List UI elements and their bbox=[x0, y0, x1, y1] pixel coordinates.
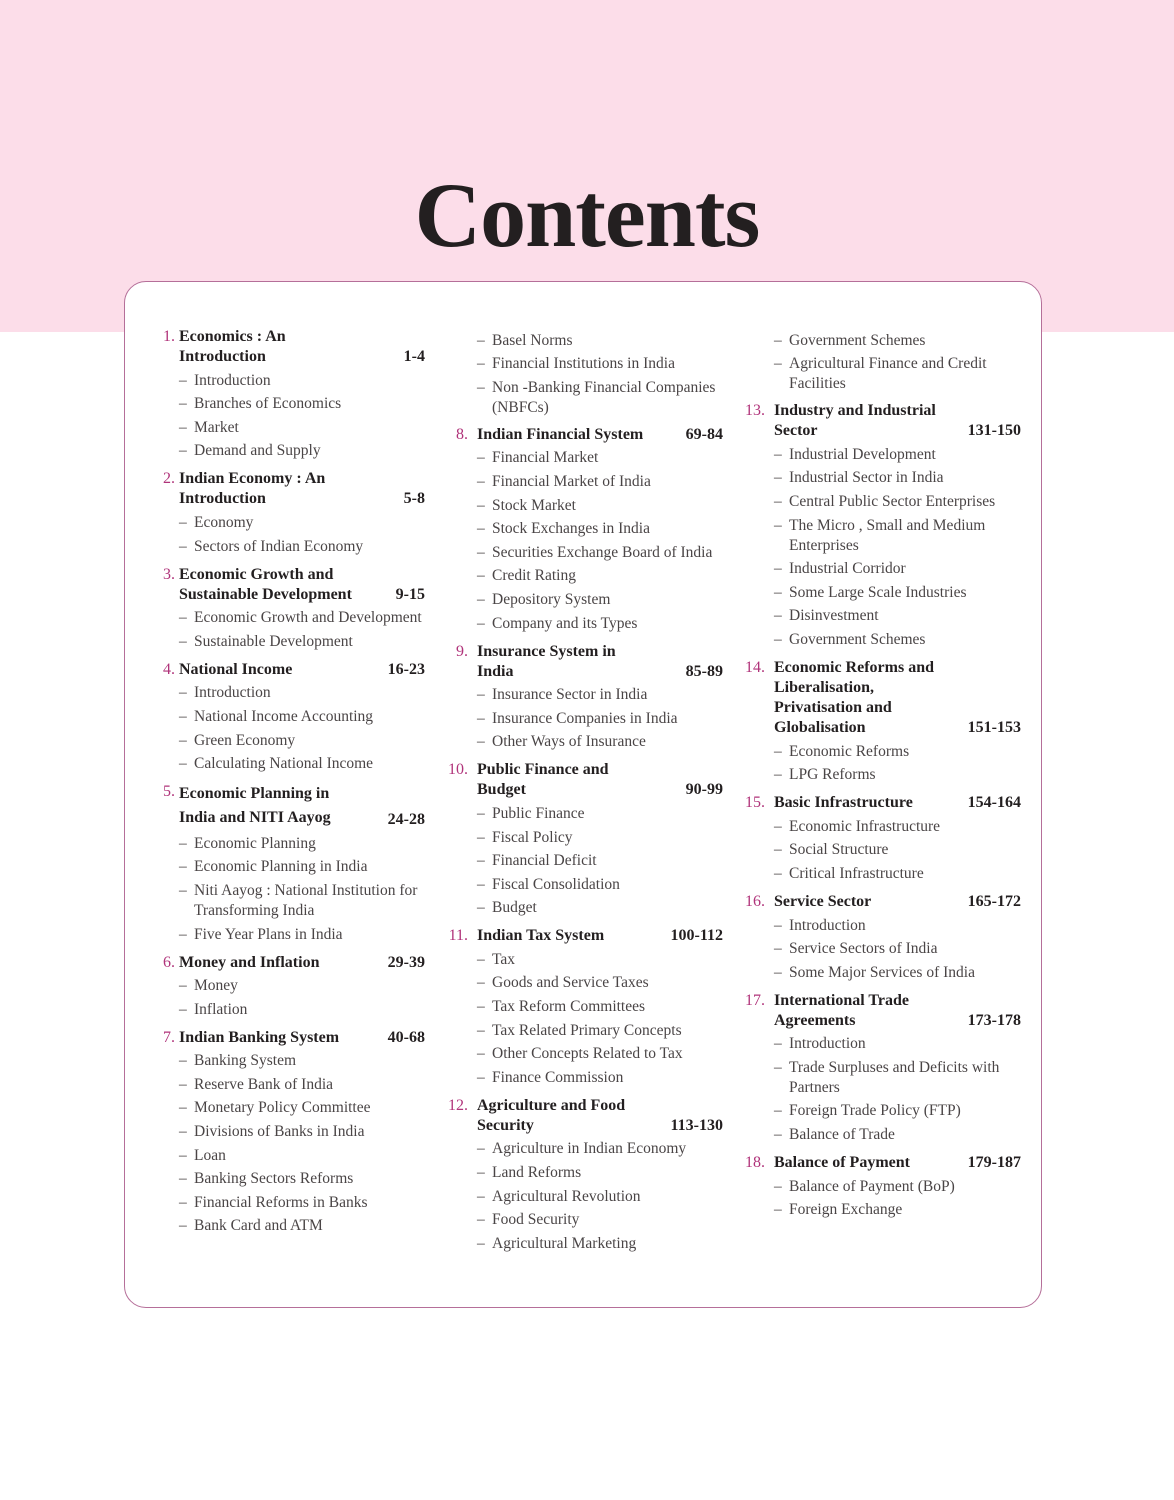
toc-topic[interactable]: – Foreign Trade Policy (FTP) bbox=[774, 1101, 1021, 1121]
toc-topic[interactable]: – Tax Reform Committees bbox=[477, 997, 723, 1017]
toc-topic[interactable]: – Industrial Development bbox=[774, 445, 1021, 465]
toc-topic[interactable]: – Food Security bbox=[477, 1210, 723, 1230]
chapter-heading[interactable] bbox=[153, 565, 425, 605]
topic-list bbox=[741, 817, 1021, 884]
toc-topic[interactable]: – Sustainable Development bbox=[179, 632, 425, 652]
toc-topic[interactable]: – Financial Market of India bbox=[477, 472, 723, 492]
toc-topic[interactable]: – Financial Reforms in Banks bbox=[179, 1193, 425, 1213]
toc-topic[interactable]: – Public Finance bbox=[477, 804, 723, 824]
chapter-number: 7. bbox=[163, 1028, 175, 1046]
toc-topic[interactable]: – Inflation bbox=[179, 1000, 425, 1020]
toc-topic[interactable]: – Industrial Sector in India bbox=[774, 468, 1021, 488]
chapter-title[interactable]: Balance of Payment bbox=[774, 1154, 910, 1172]
chapter-title[interactable]: Economics : An Introduction bbox=[179, 328, 286, 365]
toc-topic[interactable]: – Stock Exchanges in India bbox=[477, 519, 723, 539]
toc-topic[interactable]: – Company and its Types bbox=[477, 614, 723, 634]
toc-chapter bbox=[153, 469, 425, 556]
chapter-title[interactable]: Money and Inflation bbox=[179, 953, 320, 971]
chapter-title[interactable]: National Income bbox=[179, 660, 293, 678]
toc-topic[interactable]: – Fiscal Consolidation bbox=[477, 875, 723, 895]
toc-topic[interactable]: – Service Sectors of India bbox=[774, 939, 1021, 959]
chapter-heading[interactable] bbox=[153, 327, 425, 367]
topic-list bbox=[444, 331, 723, 418]
chapter-page-range: 151-153 bbox=[967, 718, 1021, 736]
chapter-title[interactable]: Industry and Industrial Sector bbox=[774, 402, 936, 440]
toc-topic[interactable]: – Banking System bbox=[179, 1051, 425, 1071]
chapter-title[interactable]: Indian Tax System bbox=[477, 927, 605, 945]
toc-topic[interactable]: – The Micro , Small and Medium Enterprises bbox=[774, 516, 1021, 556]
chapter-number: 2. bbox=[163, 470, 175, 488]
chapter-page-range: 179-187 bbox=[967, 1154, 1021, 1172]
toc-topic[interactable]: – Divisions of Banks in India bbox=[179, 1122, 425, 1142]
chapter-page-range: 24-28 bbox=[387, 811, 425, 829]
toc-topic[interactable]: – Economic Planning bbox=[179, 834, 425, 854]
toc-topic[interactable]: – Foreign Exchange bbox=[774, 1200, 1021, 1220]
toc-topic[interactable]: – Financial Institutions in India bbox=[477, 354, 723, 374]
chapter-heading[interactable] bbox=[153, 953, 425, 973]
toc-chapter bbox=[741, 793, 1021, 884]
toc-chapter bbox=[741, 991, 1021, 1145]
chapter-heading[interactable] bbox=[153, 782, 425, 830]
chapter-page-range: 113-130 bbox=[670, 1116, 723, 1134]
chapter-title[interactable]: Insurance System in India bbox=[477, 642, 616, 680]
topic-list bbox=[741, 445, 1021, 650]
toc-topic[interactable]: – Five Year Plans in India bbox=[179, 925, 425, 945]
chapter-heading[interactable] bbox=[741, 991, 1021, 1031]
chapter-page-range: 9-15 bbox=[395, 585, 425, 603]
toc-chapter bbox=[153, 660, 425, 774]
chapter-number: 15. bbox=[745, 794, 765, 812]
chapter-heading[interactable] bbox=[153, 660, 425, 680]
toc-topic[interactable]: – Fiscal Policy bbox=[477, 828, 723, 848]
toc-column-1 bbox=[153, 327, 425, 1244]
chapter-heading[interactable] bbox=[741, 892, 1021, 912]
toc-chapter bbox=[444, 642, 723, 753]
chapter-page-range: 165-172 bbox=[967, 892, 1021, 910]
chapter-number: 12. bbox=[448, 1096, 468, 1114]
toc-topic[interactable]: – Agricultural Revolution bbox=[477, 1187, 723, 1207]
toc-topic[interactable]: – Budget bbox=[477, 898, 723, 918]
toc-topic[interactable]: – Niti Aayog : National Institution for Transforming India bbox=[179, 881, 425, 921]
toc-chapter bbox=[741, 658, 1021, 785]
topic-list bbox=[741, 916, 1021, 983]
chapter-heading[interactable] bbox=[741, 401, 1021, 441]
chapter-title[interactable]: Public Finance and Budget bbox=[477, 761, 609, 799]
chapter-number: 16. bbox=[745, 892, 765, 910]
toc-topic[interactable]: – Securities Exchange Board of India bbox=[477, 543, 723, 563]
toc-topic[interactable]: – Goods and Service Taxes bbox=[477, 973, 723, 993]
chapter-title[interactable]: Economic Planning in India and NITI Aayog bbox=[179, 785, 331, 827]
toc-topic[interactable]: – Economic Reforms bbox=[774, 742, 1021, 762]
toc-chapter bbox=[153, 1028, 425, 1237]
chapter-heading[interactable] bbox=[444, 1096, 723, 1136]
toc-topic[interactable]: – Basel Norms bbox=[477, 331, 723, 351]
toc-topic[interactable]: – Agriculture in Indian Economy bbox=[477, 1139, 723, 1159]
toc-chapter bbox=[444, 926, 723, 1088]
topic-list bbox=[444, 804, 723, 918]
toc-topic[interactable]: – Critical Infrastructure bbox=[774, 864, 1021, 884]
chapter-number: 13. bbox=[745, 402, 765, 420]
toc-topic[interactable]: – Other Ways of Insurance bbox=[477, 732, 723, 752]
chapter-number: 3. bbox=[163, 565, 175, 583]
chapter-title[interactable]: International Trade Agreements bbox=[774, 991, 909, 1029]
chapter-number: 11. bbox=[448, 927, 468, 945]
chapter-page-range: 29-39 bbox=[387, 953, 425, 971]
topic-list bbox=[153, 834, 425, 945]
chapter-page-range: 173-178 bbox=[967, 1011, 1021, 1029]
chapter-page-range: 131-150 bbox=[967, 422, 1021, 440]
topic-list bbox=[741, 742, 1021, 786]
topic-list bbox=[741, 1177, 1021, 1221]
toc-topic[interactable]: – Bank Card and ATM bbox=[179, 1216, 425, 1236]
toc-topic[interactable]: – Economic Infrastructure bbox=[774, 817, 1021, 837]
chapter-number: 6. bbox=[163, 953, 175, 971]
chapter-title[interactable]: Economic Growth and Sustainable Development bbox=[179, 565, 352, 603]
toc-chapter bbox=[444, 760, 723, 918]
chapter-number: 10. bbox=[448, 761, 468, 779]
toc-topic[interactable]: – Disinvestment bbox=[774, 606, 1021, 626]
toc-topic[interactable]: – Some Major Services of India bbox=[774, 963, 1021, 983]
topic-list bbox=[741, 331, 1021, 395]
chapter-heading[interactable] bbox=[741, 1153, 1021, 1173]
chapter-number: 18. bbox=[745, 1154, 765, 1172]
chapter-page-range: 100-112 bbox=[670, 927, 723, 945]
chapter-number: 17. bbox=[745, 991, 765, 1009]
toc-topic[interactable]: – Banking Sectors Reforms bbox=[179, 1169, 425, 1189]
toc-chapter bbox=[741, 401, 1021, 650]
chapter-page-range: 16-23 bbox=[387, 660, 425, 678]
chapter-heading[interactable] bbox=[153, 1028, 425, 1048]
topic-list bbox=[153, 683, 425, 774]
toc-topic[interactable]: – Central Public Sector Enterprises bbox=[774, 492, 1021, 512]
toc-topic[interactable]: – Finance Commission bbox=[477, 1068, 723, 1088]
toc-topic[interactable]: – Agricultural Marketing bbox=[477, 1234, 723, 1254]
toc-topic[interactable]: – Tax Related Primary Concepts bbox=[477, 1021, 723, 1041]
toc-topic[interactable]: – Market bbox=[179, 418, 425, 438]
chapter-title[interactable]: Service Sector bbox=[774, 892, 872, 910]
page-title: Contents bbox=[414, 164, 760, 266]
toc-topic[interactable]: – Sectors of Indian Economy bbox=[179, 537, 425, 557]
chapter-heading[interactable] bbox=[444, 760, 723, 800]
toc-chapter bbox=[153, 327, 425, 461]
toc-column-3 bbox=[741, 327, 1021, 1228]
toc-chapter bbox=[444, 1096, 723, 1254]
toc-column-2 bbox=[444, 327, 723, 1262]
chapter-page-range: 154-164 bbox=[967, 794, 1021, 812]
toc-chapter bbox=[153, 782, 425, 944]
toc-topic[interactable]: – Insurance Sector in India bbox=[477, 685, 723, 705]
toc-topic[interactable]: – LPG Reforms bbox=[774, 765, 1021, 785]
topic-list bbox=[444, 950, 723, 1088]
toc-topic[interactable]: – Non -Banking Financial Companies (NBFCs) bbox=[477, 378, 723, 418]
toc-chapter bbox=[153, 953, 425, 1020]
toc-topic[interactable]: – Government Schemes bbox=[774, 630, 1021, 650]
toc-topic[interactable]: – Tax bbox=[477, 950, 723, 970]
toc-topic[interactable]: – Demand and Supply bbox=[179, 441, 425, 461]
toc-topic[interactable]: – Credit Rating bbox=[477, 566, 723, 586]
toc-topic[interactable]: – Land Reforms bbox=[477, 1163, 723, 1183]
continued-topics bbox=[741, 331, 1021, 395]
chapter-title[interactable]: Indian Economy : An Introduction bbox=[179, 470, 326, 508]
toc-topic[interactable]: – Balance of Trade bbox=[774, 1125, 1021, 1145]
chapter-page-range: 40-68 bbox=[387, 1028, 425, 1046]
toc-topic[interactable]: – Trade Surpluses and Deficits with Partners bbox=[774, 1058, 1021, 1098]
toc-chapter bbox=[153, 565, 425, 652]
toc-topic[interactable]: – Industrial Corridor bbox=[774, 559, 1021, 579]
toc-topic[interactable]: – Introduction bbox=[774, 1034, 1021, 1054]
toc-chapter bbox=[741, 1153, 1021, 1220]
topic-list bbox=[153, 513, 425, 557]
topic-list bbox=[444, 448, 723, 633]
chapter-title[interactable]: Basic Infrastructure bbox=[774, 794, 913, 812]
toc-topic[interactable]: – Introduction bbox=[179, 683, 425, 703]
topic-list bbox=[153, 608, 425, 652]
toc-chapter bbox=[444, 425, 723, 634]
chapter-number: 5. bbox=[163, 783, 175, 801]
chapter-number: 8. bbox=[456, 425, 468, 443]
toc-topic[interactable]: – Insurance Companies in India bbox=[477, 709, 723, 729]
toc-topic[interactable]: – Depository System bbox=[477, 590, 723, 610]
toc-topic[interactable]: – Introduction bbox=[774, 916, 1021, 936]
toc-topic[interactable]: – Government Schemes bbox=[774, 331, 1021, 351]
toc-topic[interactable]: – Financial Deficit bbox=[477, 851, 723, 871]
toc-topic[interactable]: – Social Structure bbox=[774, 840, 1021, 860]
toc-topic[interactable]: – Some Large Scale Industries bbox=[774, 583, 1021, 603]
chapter-number: 9. bbox=[456, 642, 468, 660]
chapter-number: 14. bbox=[745, 658, 765, 676]
chapter-number: 4. bbox=[163, 660, 175, 678]
topic-list bbox=[153, 1051, 425, 1236]
toc-topic[interactable]: – Loan bbox=[179, 1146, 425, 1166]
toc-topic[interactable]: – Introduction bbox=[179, 371, 425, 391]
toc-topic[interactable]: – Stock Market bbox=[477, 496, 723, 516]
chapter-page-range: 90-99 bbox=[685, 781, 723, 799]
chapter-heading[interactable] bbox=[741, 658, 1021, 738]
toc-topic[interactable]: – Reserve Bank of India bbox=[179, 1075, 425, 1095]
topic-list bbox=[153, 371, 425, 462]
toc-chapter bbox=[741, 892, 1021, 983]
toc-topic[interactable]: – Money bbox=[179, 976, 425, 996]
toc-topic[interactable]: – Calculating National Income bbox=[179, 754, 425, 774]
chapter-title[interactable]: Indian Banking System bbox=[179, 1028, 340, 1046]
toc-topic[interactable]: – National Income Accounting bbox=[179, 707, 425, 727]
chapter-number: 1. bbox=[163, 328, 175, 345]
toc-topic[interactable]: – Branches of Economics bbox=[179, 394, 425, 414]
toc-topic[interactable]: – Balance of Payment (BoP) bbox=[774, 1177, 1021, 1197]
chapter-page-range: 1-4 bbox=[403, 348, 425, 365]
chapter-heading[interactable] bbox=[444, 642, 723, 682]
chapter-title[interactable]: Economic Reforms and Liberalisation, Privatisation and Globalisation bbox=[774, 658, 934, 736]
chapter-title[interactable]: Agriculture and Food Security bbox=[477, 1096, 626, 1134]
toc-topic[interactable]: – Agricultural Finance and Credit Facilities bbox=[774, 354, 1021, 394]
continued-topics bbox=[444, 331, 723, 418]
chapter-page-range: 69-84 bbox=[685, 425, 723, 443]
chapter-page-range: 5-8 bbox=[403, 490, 425, 508]
chapter-heading[interactable] bbox=[444, 425, 723, 445]
toc-topic[interactable]: – Economic Planning in India bbox=[179, 857, 425, 877]
toc-topic[interactable]: – Monetary Policy Committee bbox=[179, 1098, 425, 1118]
chapter-heading[interactable] bbox=[741, 793, 1021, 813]
topic-list bbox=[153, 976, 425, 1020]
toc-topic[interactable]: – Green Economy bbox=[179, 731, 425, 751]
topic-list bbox=[444, 1139, 723, 1253]
toc-topic[interactable]: – Economy bbox=[179, 513, 425, 533]
chapter-title[interactable]: Indian Financial System bbox=[477, 425, 644, 443]
toc-topic[interactable]: – Economic Growth and Development bbox=[179, 608, 425, 628]
chapter-heading[interactable] bbox=[444, 926, 723, 946]
toc-topic[interactable]: – Financial Market bbox=[477, 448, 723, 468]
toc-topic[interactable]: – Other Concepts Related to Tax bbox=[477, 1044, 723, 1064]
chapter-page-range: 85-89 bbox=[685, 662, 723, 680]
topic-list bbox=[741, 1034, 1021, 1145]
topic-list bbox=[444, 685, 723, 752]
chapter-heading[interactable] bbox=[153, 469, 425, 509]
